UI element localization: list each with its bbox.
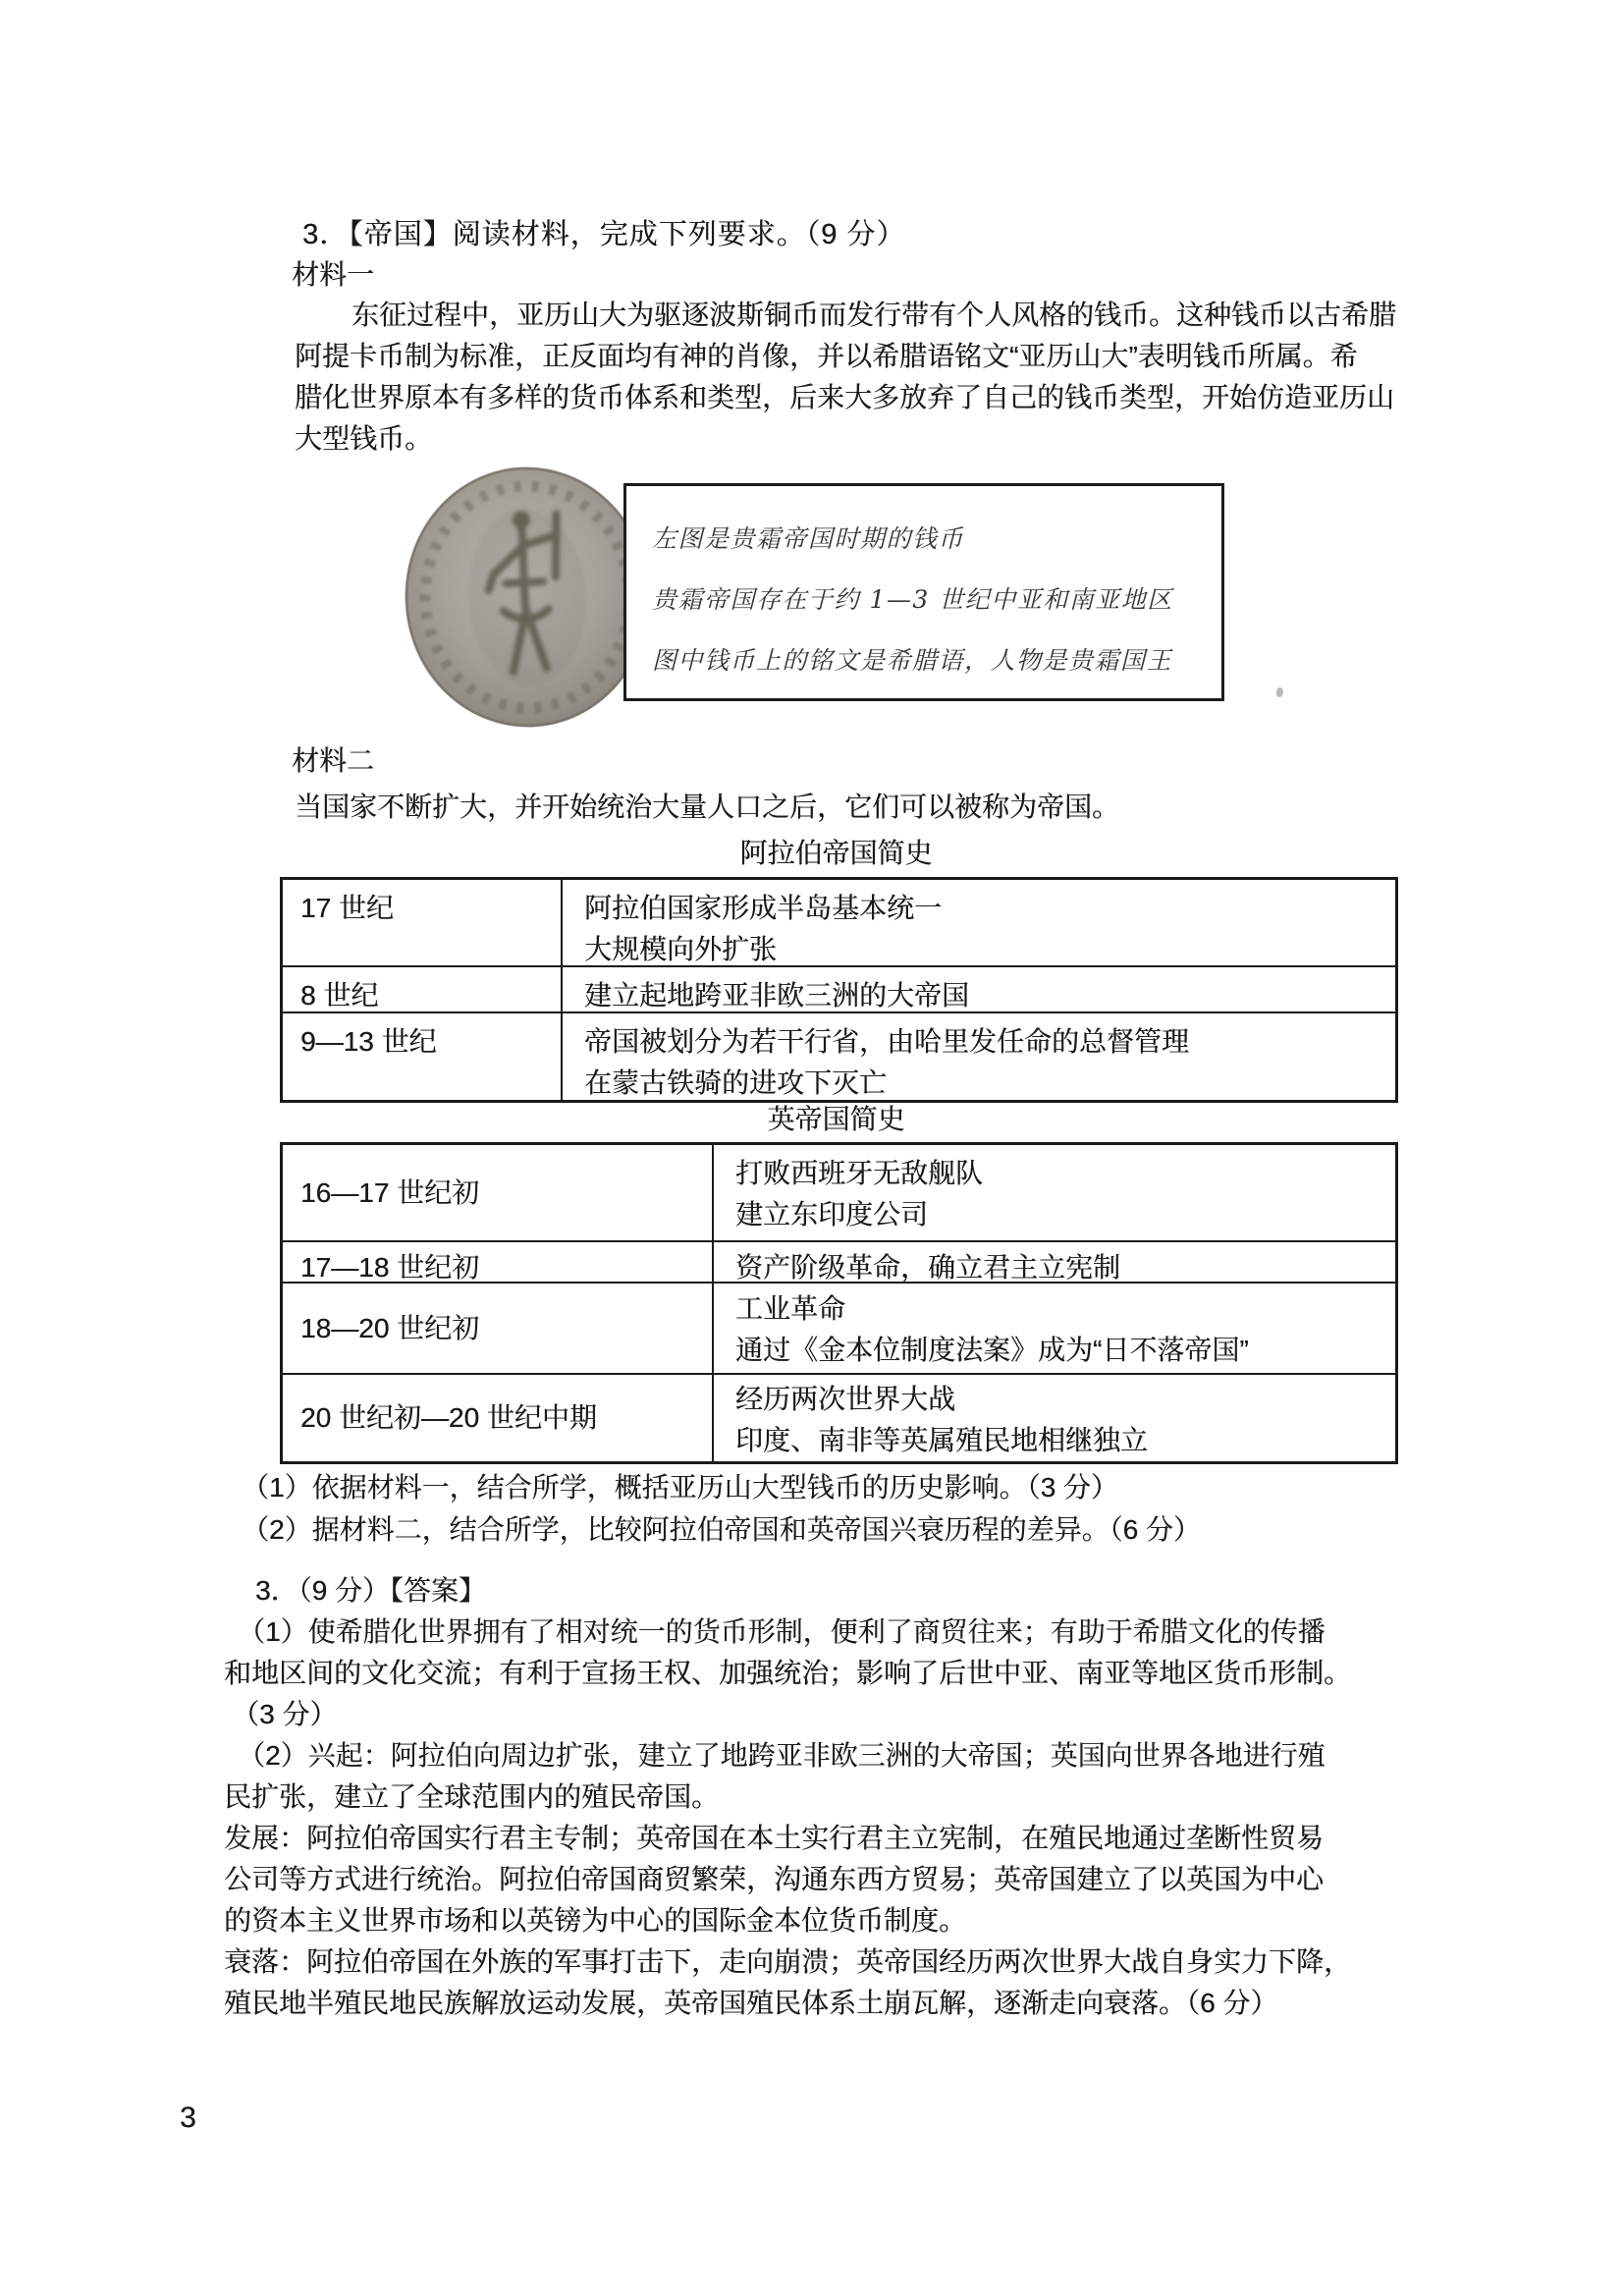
table-cell-period: 17—18 世纪初 xyxy=(283,1240,712,1282)
material2-label: 材料二 xyxy=(292,745,375,776)
answer-line: （2）兴起：阿拉伯向周边扩张，建立了地跨亚非欧三洲的大帝国；英国向世界各地进行殖 xyxy=(238,1740,1325,1771)
table-cell-events: 帝国被划分为若干行省，由哈里发任命的总督管理 在蒙古铁骑的进攻下灭亡 xyxy=(561,1011,1395,1100)
material1-line: 大型钱币。 xyxy=(295,423,433,454)
subquestion-1: （1）依据材料一，结合所学，概括亚历山大型钱币的历史影响。（3 分） xyxy=(242,1472,1118,1503)
answer-line: 衰落：阿拉伯帝国在外族的军事打击下，走向崩溃；英帝国经历两次世界大战自身实力下降， xyxy=(224,1946,1352,1977)
answer-line: 民扩张，建立了全球范围内的殖民帝国。 xyxy=(224,1781,720,1812)
answer-line: （1）使希腊化世界拥有了相对统一的货币形制，便利了商贸往来；有助于希腊文化的传播 xyxy=(238,1616,1325,1647)
answer-line: （3 分） xyxy=(232,1699,338,1729)
answer-line: 和地区间的文化交流；有利于宣扬王权、加强统治；影响了后世中亚、南亚等地区货币形制。 xyxy=(224,1658,1352,1688)
table-cell-events: 经历两次世界大战 印度、南非等英属殖民地相继独立 xyxy=(712,1373,1395,1461)
table-cell-period: 18—20 世纪初 xyxy=(283,1282,712,1373)
material1-label: 材料一 xyxy=(292,259,375,290)
answer-heading: 3．（9 分）【答案】 xyxy=(255,1575,486,1606)
british-empire-table xyxy=(280,1142,1398,1464)
scan-artifact xyxy=(1276,687,1283,697)
table-cell-events: 打败西班牙无敌舰队 建立东印度公司 xyxy=(712,1145,1395,1240)
coin-caption-line: 贵霜帝国存在于约 1—3 世纪中亚和南亚地区 xyxy=(652,585,1173,614)
subquestion-2: （2）据材料二，结合所学，比较阿拉伯帝国和英帝国兴衰历程的差异。（6 分） xyxy=(242,1514,1201,1545)
answer-line: 殖民地半殖民地民族解放运动发展，英帝国殖民体系土崩瓦解，逐渐走向衰落。（6 分） xyxy=(224,1988,1278,2018)
table-cell-events: 工业革命 通过《金本位制度法案》成为“日不落帝国” xyxy=(712,1282,1395,1373)
arab-empire-table xyxy=(280,877,1398,1103)
table2-title: 英帝国简史 xyxy=(767,1104,905,1134)
answer-line: 的资本主义世界市场和以英镑为中心的国际金本位货币制度。 xyxy=(224,1905,967,1936)
table-cell-period: 9—13 世纪 xyxy=(283,1011,561,1100)
material1-line: 腊化世界原本有多样的货币体系和类型，后来大多放弃了自己的钱币类型，开始仿造亚历山 xyxy=(295,382,1395,412)
kushan-coin-image xyxy=(401,463,654,732)
coin-caption-line: 图中钱币上的铭文是希腊语，人物是贵霜国王 xyxy=(652,646,1173,675)
answer-line: 公司等方式进行统治。阿拉伯帝国商贸繁荣，沟通东西方贸易；英帝国建立了以英国为中心 xyxy=(224,1864,1325,1894)
table1-title: 阿拉伯帝国简史 xyxy=(739,838,933,868)
coin-caption-line: 左图是贵霜帝国时期的钱币 xyxy=(652,524,965,553)
table-cell-events: 资产阶级革命，确立君主立宪制 xyxy=(712,1240,1395,1282)
answer-line: 发展：阿拉伯帝国实行君主专制；英帝国在本土实行君主立宪制，在殖民地通过垄断性贸易 xyxy=(224,1823,1325,1853)
table-cell-period: 20 世纪初—20 世纪中期 xyxy=(283,1373,712,1461)
table-cell-period: 8 世纪 xyxy=(283,965,561,1011)
page-number: 3 xyxy=(180,2102,196,2134)
coin-caption-box xyxy=(623,483,1224,701)
question-title: 3．【帝国】阅读材料，完成下列要求。（9 分） xyxy=(302,219,906,250)
material1-line: 东征过程中，亚历山大为驱逐波斯铜币而发行带有个人风格的钱币。这种钱币以古希腊 xyxy=(352,300,1397,330)
table-cell-period: 17 世纪 xyxy=(300,893,394,923)
material2-intro: 当国家不断扩大，并开始统治大量人口之后，它们可以被称为帝国。 xyxy=(295,792,1120,822)
table-cell-events: 建立起地跨亚非欧三洲的大帝国 xyxy=(561,965,1395,1011)
table-cell-events: 阿拉伯国家形成半岛基本统一 大规模向外扩张 xyxy=(561,880,1395,965)
material1-line: 阿提卡币制为标准，正反面均有神的肖像，并以希腊语铭文“亚历山大”表明钱币所属。希 xyxy=(295,341,1358,371)
table-cell-period: 16—17 世纪初 xyxy=(300,1176,480,1208)
